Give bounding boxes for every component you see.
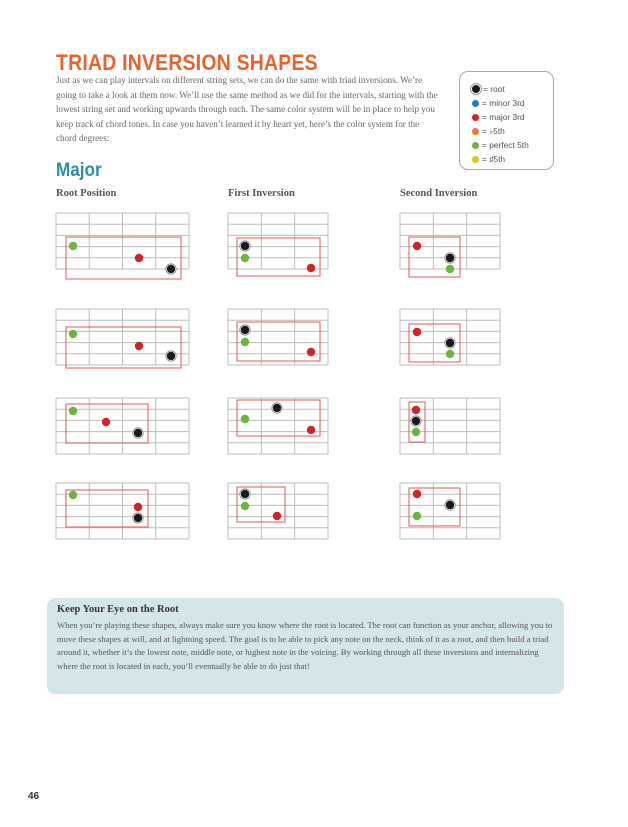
major-3rd-dot [102,418,110,426]
perfect-5th-dot [412,428,420,436]
page-title: TRIAD INVERSION SHAPES [56,50,318,75]
page-number: 46 [28,791,40,802]
root-position-strings-5-4-3-diagram [56,309,189,368]
first-inversion-strings-4-3-2-diagram [228,398,328,454]
first-inversion-strings-3-2-1-diagram [228,483,328,539]
shape-box [66,327,181,368]
major-3rd-dot [413,328,421,336]
tip-body: When you’re playing these shapes, always make sure you know where the root is located. The root can function as your anchor, allowing you to move these shapes at will, and at lightning speed. The goal is to be able to pick any note on the neck, think of it as a root, and then build a triad around it, whether it’s the lowest note, middle note, or highest note in the voicing. By working through all these inversions and internalizing where the root is located in each, you’ll eventually be able to do just that! [57,620,553,671]
perfect-5th-dot [241,254,249,262]
first-inversion-strings-6-5-4-diagram [228,213,328,276]
perfect-5th-dot [446,265,454,273]
tip-title: Keep Your Eye on the Root [57,604,179,615]
root-dot [134,514,142,522]
perfect-5th-dot [69,242,77,250]
second-inversion-strings-5-4-3-diagram [400,309,500,365]
root-dot [446,339,454,347]
root-dot [167,352,175,360]
major-3rd-dot [307,264,315,272]
legend-label: = ♯5th [482,154,506,164]
root-dot [412,417,420,425]
second-inversion-strings-3-2-1-diagram [400,483,500,539]
root-dot [241,326,249,334]
major-3rd-dot [413,490,421,498]
major-3rd-dot [413,242,421,250]
root-dot [241,242,249,250]
root-position-strings-4-3-2-diagram [56,398,189,454]
major-3rd-dot [307,348,315,356]
root-dot [167,265,175,273]
perfect-5th-dot [241,502,249,510]
second-inversion-strings-6-5-4-diagram [400,213,500,277]
major-3rd-dot [135,254,143,262]
second-inversion-strings-4-3-2-diagram [400,398,500,454]
major-3rd-dot [273,512,281,520]
root-dot [134,429,142,437]
perfect-5th-dot [241,415,249,423]
column-heading-second-inversion: Second Inversion [400,188,478,199]
legend-label: = major 3rd [482,112,525,122]
perfect-5th-dot [69,407,77,415]
root-dot [446,501,454,509]
first-inversion-strings-5-4-3-diagram [228,309,328,365]
perfect-5th-dot [69,330,77,338]
major-3rd-dot [135,342,143,350]
perfect-5th-dot [446,350,454,358]
legend-label: = perfect 5th [482,140,529,150]
legend-label: = root [483,84,505,94]
tip-box [47,598,564,694]
root-dot [273,404,281,412]
perfect-5th-dot [413,512,421,520]
legend-label: = ♭5th [482,126,505,136]
column-heading-root-position: Root Position [56,188,117,199]
root-position-strings-3-2-1-diagram [56,483,189,539]
perfect-5th-dot [241,338,249,346]
major-3rd-dot [307,426,315,434]
root-dot [241,490,249,498]
intro-paragraph: Just as we can play intervals on different string sets, we can do the same with triad inversions. We’re going to take a look at them now. We’ll use the same method as we did for the intervals, starting with the lowest string set and working upwards through each. The same color system will be in place to help you keep track of chord tones. In case you haven’t learned it by heart yet, here’s the color system for the chord degrees: [56,75,438,144]
legend-label: = minor 3rd [482,98,525,108]
root-dot [446,254,454,262]
column-heading-first-inversion: First Inversion [228,188,295,199]
root-position-strings-6-5-4-diagram [56,213,189,279]
perfect-5th-dot [69,491,77,499]
section-title-major: Major [56,160,102,181]
major-3rd-dot [412,406,420,414]
major-3rd-dot [134,503,142,511]
